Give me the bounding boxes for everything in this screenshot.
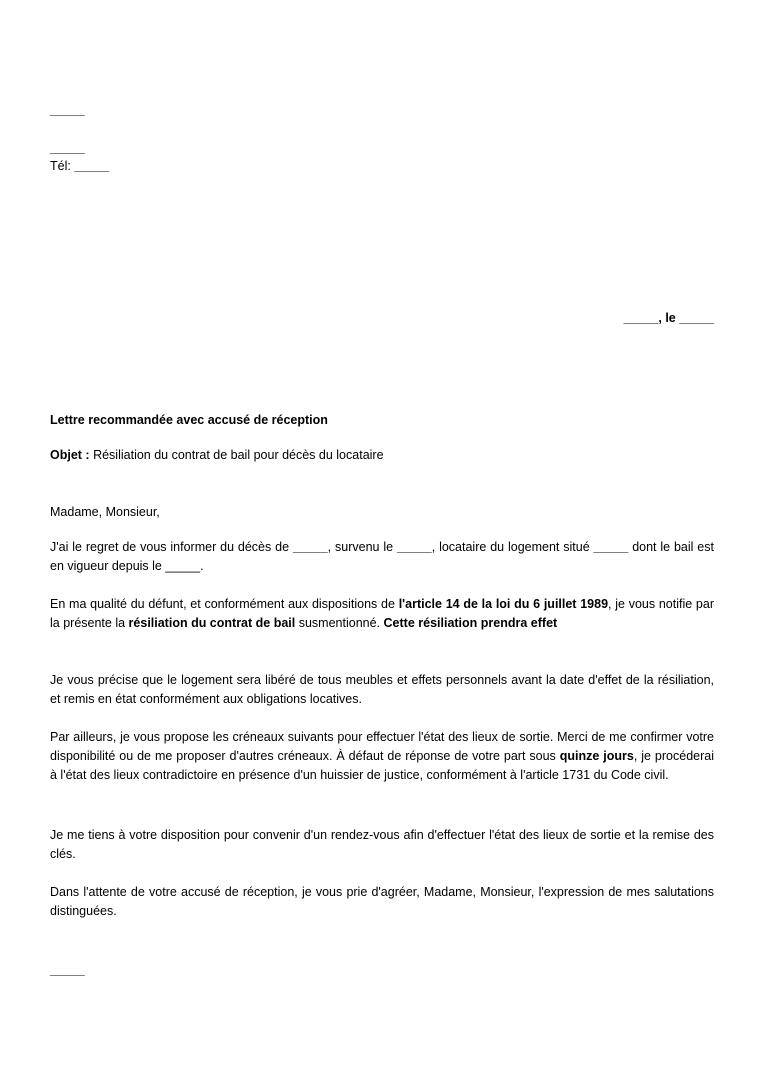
paragraph-deceased-info	[50, 538, 714, 576]
p1-text-5: .	[200, 559, 204, 573]
p1-blank-deceased-name: _____	[292, 540, 328, 554]
p2-text-1: En ma qualité du défunt, et conformément aux dispositions de	[50, 597, 395, 611]
letter-type: Lettre recommandée avec accusé de réception	[50, 413, 328, 427]
p1-blank-death-date: _____	[396, 540, 432, 554]
p2-termination-term: résiliation du contrat de bail	[128, 616, 296, 630]
paragraph-premises-vacated: Je vous précise que le logement sera libéré de tous meubles et effets personnels avant la date d'effet de la résiliation, et remis en état conformément aux obligations locatives.	[50, 673, 714, 706]
paragraph-availability: Je me tiens à votre disposition pour convenir d'un rendez-vous afin d'effectuer l'état des lieux de sortie et la remise des clés.	[50, 828, 714, 861]
sender-name-blank	[50, 101, 714, 120]
sender-address-blank	[50, 139, 714, 158]
paragraph-closing: Dans l'attente de votre accusé de réception, je vous prie d'agréer, Madame, Monsieur, l'expression de mes salutations distinguées.	[50, 885, 714, 918]
p4-text-1: Par ailleurs, je vous propose les créneaux suivants pour effectuer l'état des lieux de sortie. Merci de me confirmer votre disponibilité ou de me proposer d'autres créneaux. À défaut de réponse de votre part sous	[50, 730, 714, 763]
p2-text-2: , je vous notifie par la présente la	[50, 597, 715, 630]
p1-text-1: J'ai le regret de vous informer du décès de	[50, 540, 290, 554]
p4-text-2: , je procéderai à l'état des lieux contradictoire en présence d'un huissier de justice, conformément à l'article 1731 du Code civil.	[50, 749, 714, 782]
salutation: Madame, Monsieur,	[50, 505, 160, 519]
p2-effect-term: Cette résiliation prendra effet	[383, 616, 558, 630]
date-blank: _____	[679, 311, 714, 325]
subject-text: Résiliation du contrat de bail pour décès du locataire	[93, 448, 384, 462]
tel-label: Tél:	[50, 159, 71, 173]
subject-line	[50, 446, 714, 465]
p2-law-reference: l'article 14 de la loi du 6 juillet 1989	[398, 597, 609, 611]
signature-blank	[50, 961, 714, 980]
p2-text-3: susmentionné.	[298, 616, 381, 630]
p1-text-4: dont le bail est en vigueur depuis le	[50, 540, 714, 573]
p1-blank-lease-date: _____	[165, 559, 201, 573]
place-blank: _____	[623, 311, 659, 325]
paragraph-inspection-proposal	[50, 728, 714, 785]
p4-deadline: quinze jours	[559, 749, 634, 763]
p1-blank-address: _____	[593, 540, 629, 554]
paragraph-termination-notice	[50, 595, 714, 633]
p1-text-3: , locataire du logement situé	[431, 540, 590, 554]
signature-field: _____	[50, 963, 85, 977]
sender-address-field: _____	[50, 141, 85, 155]
p1-text-2: , survenu le	[327, 540, 394, 554]
tel-blank: _____	[74, 159, 110, 173]
place-date-separator: , le	[658, 311, 676, 325]
sender-phone	[50, 157, 714, 176]
sender-name-field: _____	[50, 103, 85, 117]
place-date	[50, 309, 714, 328]
subject-label: Objet :	[50, 448, 90, 462]
